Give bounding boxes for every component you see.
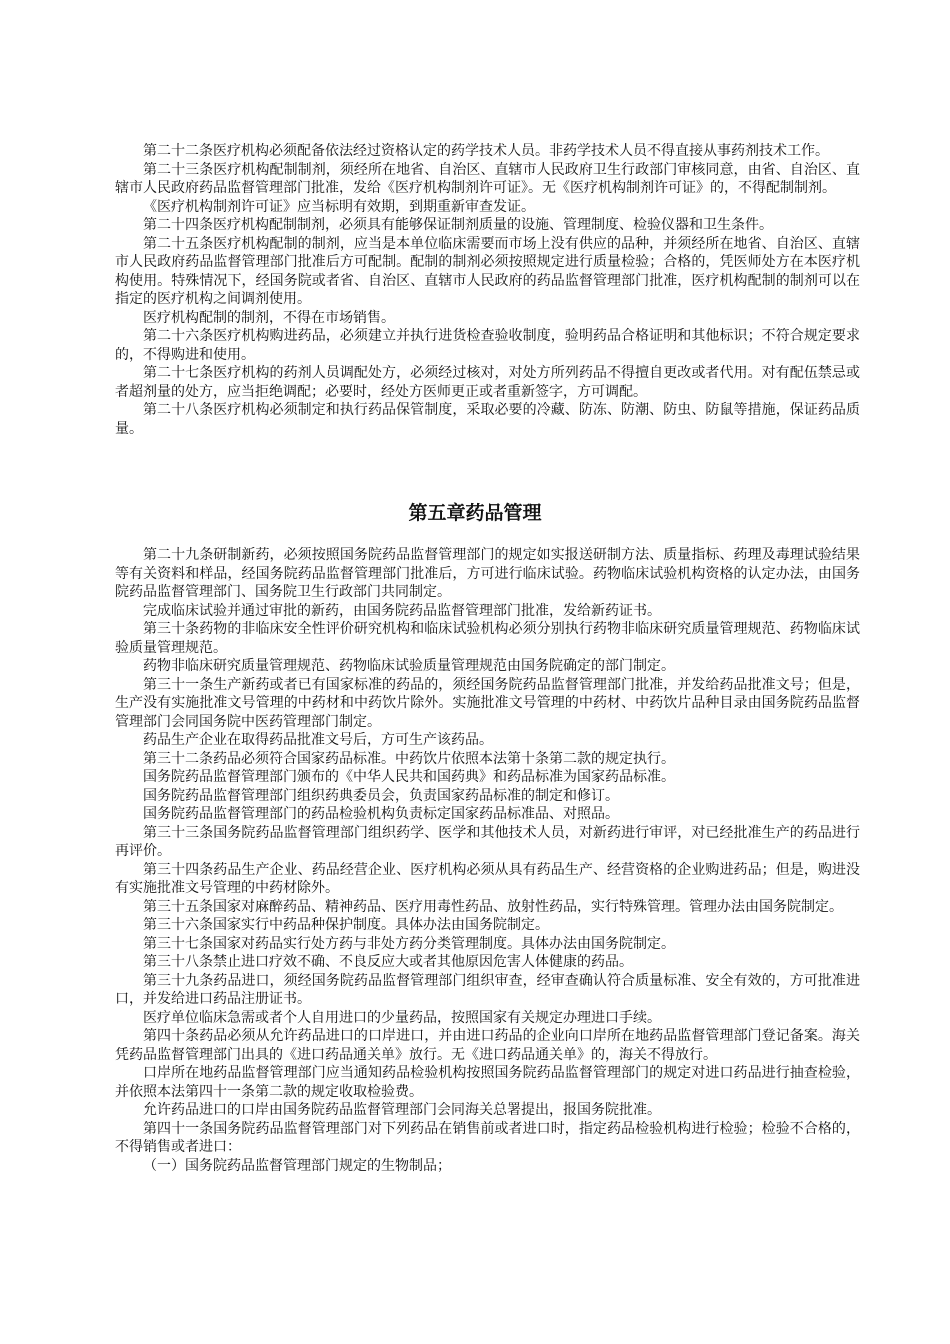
paragraph: 第三十一条生产新药或者已有国家标准的药品的，须经国务院药品监督管理部门批准，并发给药品批准文号；但是，生产没有实施批准文号管理的中药材和中药饮片除外。实施批准文号管理的中药材、中药饮片品种目录由国务院药品监督管理部门会同国务院中医药管理部门制定。 xyxy=(115,676,860,730)
paragraph: 完成临床试验并通过审批的新药，由国务院药品监督管理部门批准，发给新药证书。 xyxy=(143,602,661,619)
paragraph: 第二十四条医疗机构配制制剂，必须具有能够保证制剂质量的设施、管理制度、检验仪器和卫生条件。 xyxy=(143,217,773,233)
paragraph: 医疗机构配制的制剂，不得在市场销售。 xyxy=(143,309,395,326)
paragraph: 第三十三条国务院药品监督管理部门组织药学、医学和其他技术人员，对新药进行审评，对已经批准生产的药品进行再评价。 xyxy=(115,824,860,859)
paragraph: 药物非临床研究质量管理规范、药物临床试验质量管理规范由国务院确定的部门制定。 xyxy=(143,658,675,674)
paragraph: 第四十条药品必须从允许药品进口的口岸进口，并由进口药品的企业向口岸所在地药品监督管理部门登记备案。海关凭药品监督管理部门出具的《进口药品通关单》放行。无《进口药品通关单》的，海关不得放行。 xyxy=(115,1028,860,1063)
paragraph: 允许药品进口的口岸由国务院药品监督管理部门会同海关总署提出，报国务院批准。 xyxy=(143,1102,661,1118)
paragraph: （一）国务院药品监督管理部门规定的生物制品； xyxy=(143,1157,451,1174)
paragraph: 国务院药品监督管理部门组织药典委员会，负责国家药品标准的制定和修订。 xyxy=(143,787,619,804)
paragraph: 第二十六条医疗机构购进药品，必须建立并执行进货检查验收制度，验明药品合格证明和其他标识；不符合规定要求的，不得购进和使用。 xyxy=(115,328,860,363)
paragraph: 第二十三条医疗机构配制制剂，须经所在地省、自治区、直辖市人民政府卫生行政部门审核同意，由省、自治区、直辖市人民政府药品监督管理部门批准，发给《医疗机构制剂许可证》。无《医疗机构制剂许可证》的，不得配制制剂。 xyxy=(115,161,860,196)
paragraph: 第三十二条药品必须符合国家药品标准。中药饮片依照本法第十条第二款的规定执行。 xyxy=(143,750,675,767)
paragraph: 药品生产企业在取得药品批准文号后，方可生产该药品。 xyxy=(143,732,493,748)
paragraph: 第二十五条医疗机构配制的制剂，应当是本单位临床需要而市场上没有供应的品种，并须经所在地省、自治区、直辖市人民政府药品监督管理部门批准后方可配制。配制的制剂必须按照规定进行质量检验；合格的，凭医师处方在本医疗机构使用。特殊情况下，经国务院或者省、自治区、直辖市人民政府的药品监督管理部门批准，医疗机构配制的制剂可以在指定的医疗机构之间调剂使用。 xyxy=(115,235,860,307)
paragraph: 第三十条药物的非临床安全性评价研究机构和临床试验机构必须分别执行药物非临床研究质量管理规范、药物临床试验质量管理规范。 xyxy=(115,621,860,656)
paragraph: 第三十四条药品生产企业、药品经营企业、医疗机构必须从具有药品生产、经营资格的企业购进药品；但是，购进没有实施批准文号管理的中药材除外。 xyxy=(115,861,860,896)
chapter-title: 第五章药品管理 xyxy=(408,502,542,524)
paragraph: 第四十一条国务院药品监督管理部门对下列药品在销售前或者进口时，指定药品检验机构进行检验；检验不合格的，不得销售或者进口： xyxy=(115,1120,860,1155)
paragraph: 第二十二条医疗机构必须配备依法经过资格认定的药学技术人员。非药学技术人员不得直接从事药剂技术工作。 xyxy=(143,143,829,159)
paragraph: 第二十九条研制新药，必须按照国务院药品监督管理部门的规定如实报送研制方法、质量指标、药理及毒理试验结果等有关资料和样品，经国务院药品监督管理部门批准后，方可进行临床试验。药物临床试验机构资格的认定办法，由国务院药品监督管理部门、国务院卫生行政部门共同制定。 xyxy=(115,547,860,600)
paragraph: 第三十五条国家对麻醉药品、精神药品、医疗用毒性药品、放射性药品，实行特殊管理。管理办法由国务院制定。 xyxy=(143,898,843,915)
paragraph: 第三十七条国家对药品实行处方药与非处方药分类管理制度。具体办法由国务院制定。 xyxy=(143,935,675,952)
paragraph: 第三十六条国家实行中药品种保护制度。具体办法由国务院制定。 xyxy=(143,917,549,933)
paragraph: 第二十七条医疗机构的药剂人员调配处方，必须经过核对，对处方所列药品不得擅自更改或者代用。对有配伍禁忌或者超剂量的处方，应当拒绝调配；必要时，经处方医师更正或者重新签字，方可调配。 xyxy=(115,365,860,400)
paragraph: 口岸所在地药品监督管理部门应当通知药品检验机构按照国务院药品监督管理部门的规定对进口药品进行抽查检验，并依照本法第四十一条第二款的规定收取检验费。 xyxy=(115,1065,860,1100)
paragraph: 医疗单位临床急需或者个人自用进口的少量药品，按照国家有关规定办理进口手续。 xyxy=(143,1009,661,1026)
paragraph: 第三十九条药品进口，须经国务院药品监督管理部门组织审查，经审查确认符合质量标准、安全有效的，方可批准进口，并发给进口药品注册证书。 xyxy=(115,972,860,1007)
section-before-chapter xyxy=(115,142,860,438)
paragraph: 国务院药品监督管理部门的药品检验机构负责标定国家药品标准品、对照品。 xyxy=(143,806,619,822)
paragraph: 《医疗机构制剂许可证》应当标明有效期，到期重新审查发证。 xyxy=(143,198,535,215)
section-chapter-five xyxy=(115,546,860,1175)
paragraph: 第二十八条医疗机构必须制定和执行药品保管制度，采取必要的冷藏、防冻、防潮、防虫、防鼠等措施，保证药品质量。 xyxy=(115,402,860,437)
paragraph: 第三十八条禁止进口疗效不确、不良反应大或者其他原因危害人体健康的药品。 xyxy=(143,954,633,970)
paragraph: 国务院药品监督管理部门颁布的《中华人民共和国药典》和药品标准为国家药品标准。 xyxy=(143,769,675,785)
